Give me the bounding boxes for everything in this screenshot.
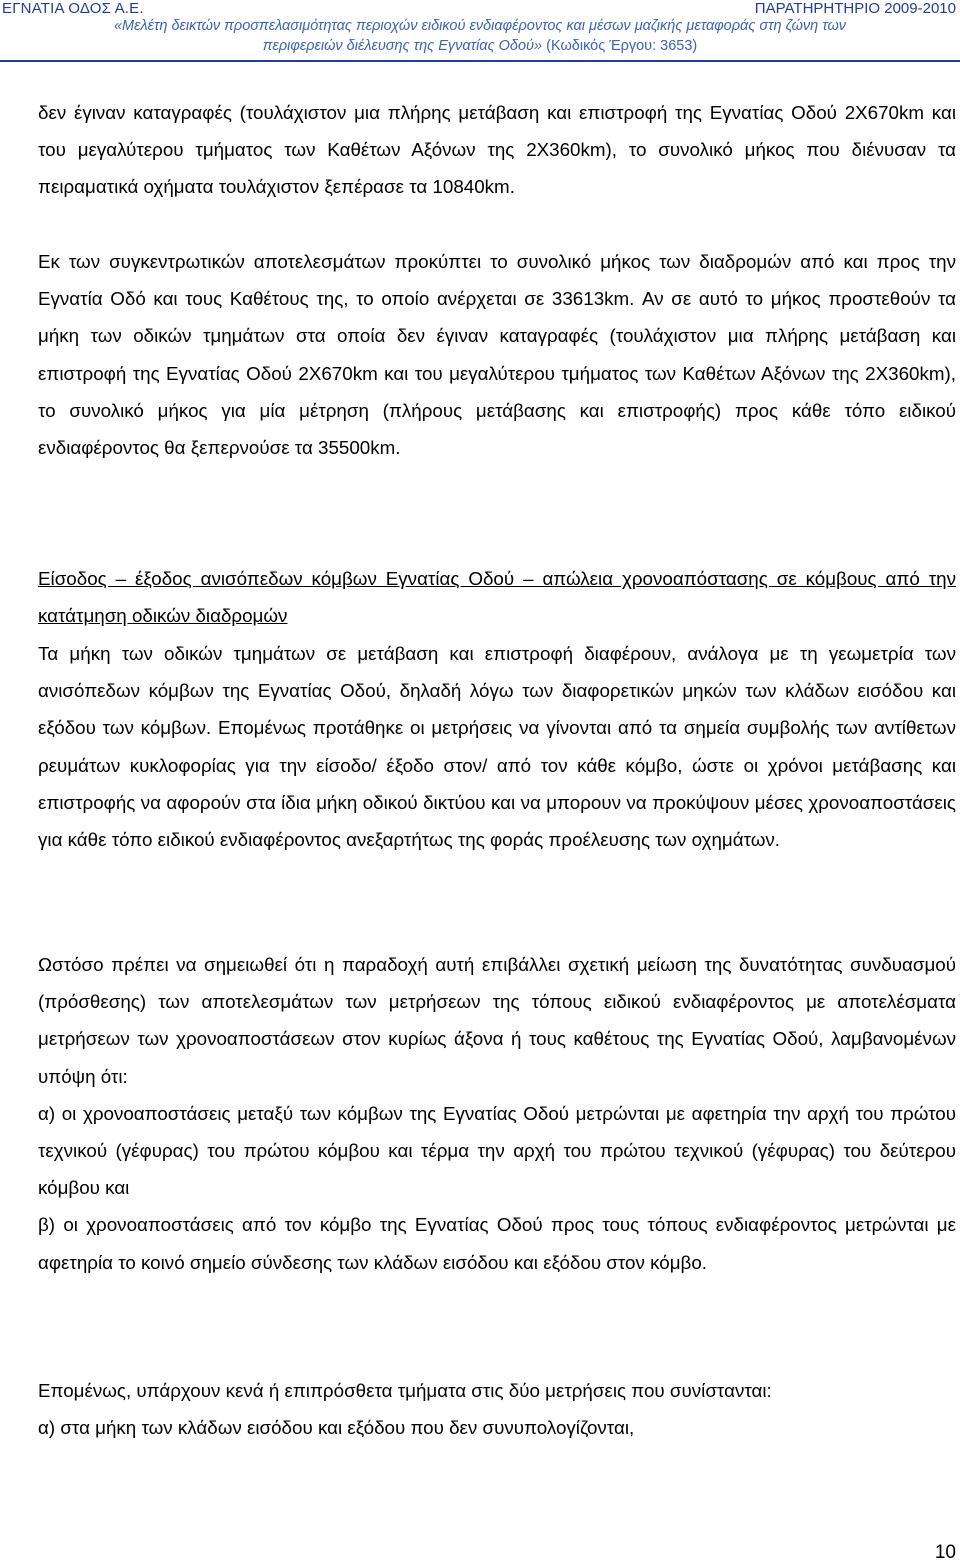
list-item-a: α) οι χρονοαποστάσεις μεταξύ των κόμβων της Εγνατίας Οδού μετρώνται με αφετηρία την αρχή του πρώτου τεχνικού (γέφυρας) του πρώτου κόμβου και τέρμα την αρχή του πρώτου τεχνικού (γέφυρας) του δεύτερου κόμβου και bbox=[38, 1102, 956, 1199]
header-subtitle-line1: «Μελέτη δεικτών προσπελασιμότητας περιοχών ειδικού ενδιαφέροντος και μέσων μαζικής μεταφοράς στη ζώνη των bbox=[113, 18, 847, 34]
paragraph-total-length: δεν έγιναν καταγραφές (τουλάχιστον μια πλήρης μετάβαση και επιστροφή της Εγνατίας Οδού 2Χ670km και του μεγαλύτερου τμήματος των Καθέτων Αξόνων της 2Χ360km), το συνολικό μήκος που διένυσαν τα πειραματικά οχήματα τουλάχιστον ξεπέρασε τα 10840km. bbox=[38, 102, 956, 198]
page-header bbox=[0, 0, 960, 62]
header-subtitle-line2 bbox=[0, 38, 960, 54]
header-project-code: (Κωδικός Έργου: 3653) bbox=[542, 38, 698, 54]
paragraph-interchange-lengths: Τα μήκη των οδικών τμημάτων σε μετάβαση και επιστροφή διαφέρουν, ανάλογα με τη γεωμετρία των ανισόπεδων κόμβων της Εγνατίας Οδού, δηλαδή λόγω των διαφορετικών μηκών των κλάδων εισόδου και εξόδου των κόμβων. Επομένως προτάθηκε οι μετρήσεις να γίνονται από τα σημεία συμβολής των αντίθετων ρευμάτων κυκλοφορίας για την είσοδο/ έξοδο στον/ από τον κάθε κόμβο, ώστε οι χρόνοι μετάβασης και επιστροφής να αφορούν στα ίδια μήκη οδικού δικτύου και να μπορουν να προκύψουν μέσες χρονοαποστάσεις για κάθε τόπο ειδικού ενδιαφέροντος ανεξαρτήτως της φοράς προέλευσης των οχημάτων. bbox=[38, 643, 956, 851]
header-divider bbox=[0, 60, 960, 62]
paragraph-summary-results: Εκ των συγκεντρωτικών αποτελεσμάτων προκύπτει το συνολικό μήκος των διαδρομών από και προς την Εγνατία Οδό και τους Καθέτους της, το οποίο ανέρχεται σε 33613km. Αν σε αυτό το μήκος προστεθούν τα μήκη των οδικών τμημάτων στα οποία δεν έγιναν καταγραφές (τουλάχιστον μια πλήρης μετάβαση και επιστροφή της Εγνατίας Οδού 2Χ670km και του μεγαλύτερου τμήματος των Καθέτων Αξόνων της 2Χ360km), το συνολικό μήκος για μία μέτρηση (πλήρους μετάβασης και επιστροφής) προς κάθε τόπο ειδικού ενδιαφέροντος θα ξεπερνούσε τα 35500km. bbox=[38, 251, 956, 459]
paragraph-assumption-limits bbox=[38, 946, 956, 1281]
page-number: 10 bbox=[934, 1542, 956, 1563]
paragraph-gaps bbox=[38, 1372, 956, 1446]
paragraph-gaps-intro: Επομένως, υπάρχουν κενά ή επιπρόσθετα τμήματα στις δύο μετρήσεις που συνίστανται: bbox=[38, 1380, 772, 1401]
list-item-b: β) οι χρονοαποστάσεις από τον κόμβο της Εγνατίας Οδού προς τους τόπους ενδιαφέροντος μετρώνται με αφετηρία το κοινό σημείο σύνδεσης των κλάδων εισόδου και εξόδου στον κόμβο. bbox=[38, 1214, 956, 1273]
header-organization: ΕΓΝΑΤΙΑ ΟΔΟΣ Α.Ε. bbox=[2, 0, 144, 17]
section-heading-interchanges: Είσοδος – έξοδος ανισόπεδων κόμβων Εγνατίας Οδού – απώλεια χρονοαπόστασης σε κόμβους από την κατάτμηση οδικών διαδρομών bbox=[38, 568, 956, 627]
header-report-title: ΠΑΡΑΤΗΡΗΤΗΡΙΟ 2009-2010 bbox=[754, 0, 956, 17]
list-item-gap-a: α) στα μήκη των κλάδων εισόδου και εξόδου που δεν συνυπολογίζονται, bbox=[38, 1417, 635, 1439]
header-project-title-end: περιφερειών διέλευσης της Εγνατίας Οδού» bbox=[262, 38, 543, 54]
paragraph-assumption-intro: Ωστόσο πρέπει να σημειωθεί ότι η παραδοχή αυτή επιβάλλει σχετική μείωση της δυνατότητας συνδυασμού (πρόσθεσης) των αποτελεσμάτων των μετρήσεων της τόπους ειδικού ενδιαφέροντος με αποτελέσματα μετρήσεων των χρονοαποστάσεων στον κυρίως άξονα ή τους καθέτους της Εγνατίας Οδού, λαμβανομένων υπόψη ότι: bbox=[38, 954, 956, 1087]
